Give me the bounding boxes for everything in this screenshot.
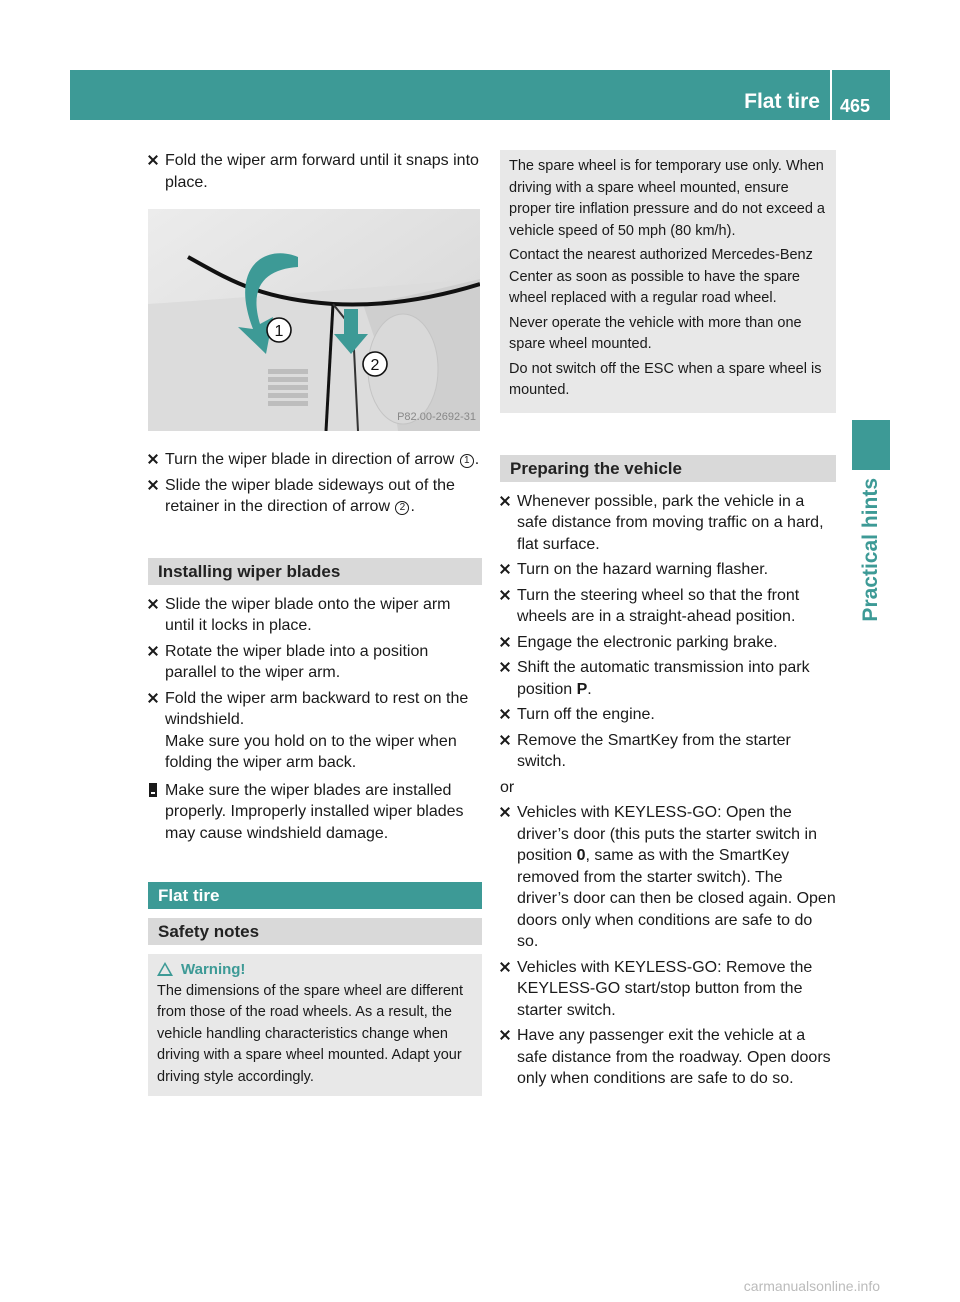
page-title: Flat tire	[744, 90, 820, 113]
figure-arrow-1-label: 1	[274, 323, 284, 340]
info-paragraph: Do not switch off the ESC when a spare wheel is mounted.	[509, 360, 822, 398]
warning-title: Warning!	[157, 959, 473, 981]
prep-step-keyless: Vehicles with KEYLESS-GO: Open the driver’s door (this puts the starter switch in position 0, same as with the SmartKey removed from the starter switch). The driver’s door can then be closed again. Open doors only when conditions are safe to do so.	[500, 802, 836, 953]
step-arrow-icon	[148, 155, 158, 165]
install-step: Rotate the wiper blade into a position parallel to the wiper arm.	[148, 641, 482, 684]
prep-step: Remove the SmartKey from the starter switch.	[500, 730, 836, 773]
info-paragraph: Contact the nearest authorized Mercedes-Benz Center as soon as possible to have the spare wheel replaced with a regular road wheel.	[509, 247, 813, 306]
header-bar	[70, 70, 830, 120]
page-number: 465	[840, 96, 871, 116]
warning-text: The dimensions of the spare wheel are different from those of the road wheels. As a result, the vehicle handling characteristics change when driving with a spare wheel mounted. Adapt your driving style accordingly.	[157, 982, 464, 1085]
info-paragraph: Never operate the vehicle with more than one spare wheel mounted.	[509, 314, 802, 352]
heading-installing-wiper-blades: Installing wiper blades	[148, 558, 482, 585]
heading-safety-notes: Safety notes	[148, 918, 482, 945]
step-arrow-icon	[148, 646, 158, 656]
warning-box	[148, 954, 482, 1096]
wiper-illustration	[148, 209, 480, 431]
prep-step: Engage the electronic parking brake.	[500, 632, 836, 654]
heading-preparing-vehicle: Preparing the vehicle	[500, 455, 836, 482]
header-divider	[830, 70, 832, 120]
step-arrow-icon	[500, 590, 510, 600]
prep-step: Turn on the hazard warning flasher.	[500, 559, 836, 581]
prep-step: Have any passenger exit the vehicle at a safe distance from the roadway. Open doors only when conditions are safe to do so.	[500, 1025, 836, 1090]
watermark: carmanualsonline.info	[743, 1278, 880, 1294]
step-arrow-icon	[500, 637, 510, 647]
step-arrow-icon	[500, 807, 510, 817]
prep-step: Turn the steering wheel so that the front wheels are in a straight-ahead position.	[500, 585, 836, 628]
install-step: Fold the wiper arm backward to rest on the windshield. Make sure you hold on to the wiper when folding the wiper arm back.	[148, 688, 482, 774]
damage-note: Make sure the wiper blades are installed properly. Improperly installed wiper blades may cause windshield damage.	[148, 780, 482, 845]
step-slide-blade: Slide the wiper blade sideways out of the retainer in the direction of arrow 2 .	[148, 475, 482, 518]
step-arrow-icon	[500, 564, 510, 574]
step-turn-blade: Turn the wiper blade in direction of arrow 1 .	[148, 449, 482, 471]
side-tab-label: Practical hints	[859, 478, 882, 622]
figure-arrow-2-label: 2	[370, 357, 380, 374]
side-tab-label-wrap	[852, 478, 890, 758]
figure-code: P82.00-2692-31	[397, 410, 476, 423]
spare-wheel-info-box	[500, 150, 836, 413]
step-arrow-icon	[148, 480, 158, 490]
step-arrow-icon	[500, 1030, 510, 1040]
step-arrow-icon	[148, 454, 158, 464]
step-arrow-icon	[148, 599, 158, 609]
warning-triangle-icon	[157, 962, 173, 976]
step-arrow-icon	[148, 693, 158, 703]
prep-step: Turn off the engine.	[500, 704, 836, 726]
heading-flat-tire: Flat tire	[148, 882, 482, 909]
step-arrow-icon	[500, 496, 510, 506]
wiper-figure	[148, 209, 480, 431]
or-separator: or	[500, 778, 515, 796]
arrow-2-marker: 2	[395, 501, 409, 515]
prep-step: Whenever possible, park the vehicle in a safe distance from moving traffic on a hard, flat surface.	[500, 491, 836, 556]
arrow-1-marker: 1	[460, 454, 474, 468]
prep-step-shift: Shift the automatic transmission into park position P.	[500, 657, 836, 700]
step-arrow-icon	[500, 662, 510, 672]
side-tab	[852, 420, 890, 470]
step-arrow-icon	[500, 962, 510, 972]
step-arrow-icon	[500, 709, 510, 719]
info-paragraph: The spare wheel is for temporary use only. When driving with a spare wheel mounted, ensure proper tire inflation pressure and do not exceed a vehicle speed of 50 mph (80 km/h).	[509, 158, 825, 239]
prep-step: Vehicles with KEYLESS-GO: Remove the KEYLESS-GO start/stop button from the starter switch.	[500, 957, 836, 1022]
step-fold-forward: Fold the wiper arm forward until it snaps into place.	[148, 150, 482, 193]
step-arrow-icon	[500, 735, 510, 745]
exclamation-icon	[149, 783, 157, 797]
right-column	[500, 150, 836, 1094]
install-step: Slide the wiper blade onto the wiper arm until it locks in place.	[148, 594, 482, 637]
left-column	[148, 150, 482, 1096]
